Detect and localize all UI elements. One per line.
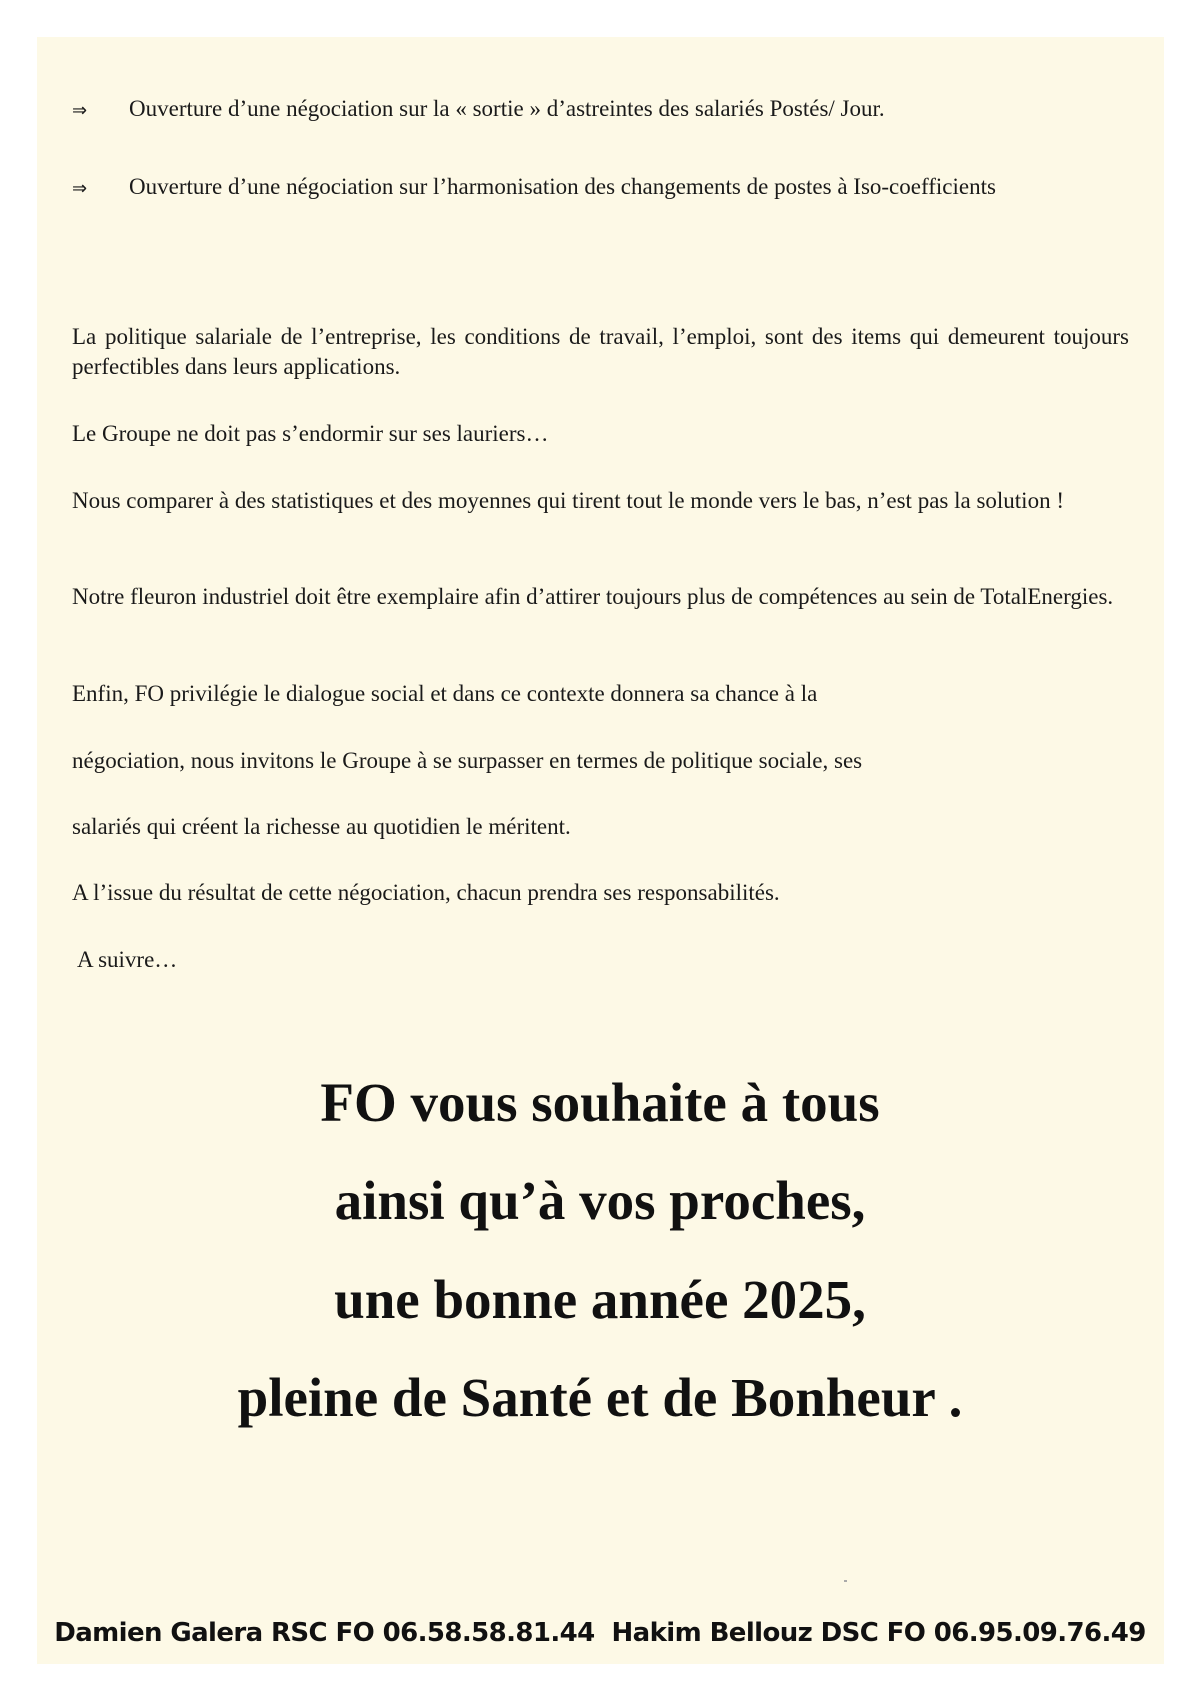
paragraph-responsibilities: A l’issue du résultat de cette négociation, chacun prendra ses responsabilités. [72, 880, 780, 905]
paragraph-dialogue-line1: Enfin, FO privilégie le dialogue social et dans ce contexte donnera sa chance à la [72, 681, 818, 706]
greeting-line-4: pleine de Santé et de Bonheur . [237, 1367, 963, 1428]
bullet-item: Ouverture d’une négociation sur l’harmonisation des changements de postes à Iso-coefficients [129, 174, 996, 199]
bullet-item: Ouverture d’une négociation sur la « sortie » d’astreintes des salariés Postés/ Jour. [129, 96, 885, 121]
double-arrow-icon: ⇒ [72, 100, 88, 121]
greeting-line-3: une bonne année 2025, [334, 1269, 866, 1330]
greeting-line-2: ainsi qu’à vos proches, [334, 1170, 866, 1231]
double-arrow-icon: ⇒ [72, 178, 88, 199]
paragraph-laurels: Le Groupe ne doit pas s’endormir sur ses lauriers… [72, 421, 549, 446]
contact-damien-galera: Damien Galera RSC FO 06.58.58.81.44 [54, 1618, 595, 1648]
contact-hakim-bellouz: Hakim Bellouz DSC FO 06.95.09.76.49 [611, 1618, 1146, 1648]
greeting-line-1: FO vous souhaite à tous [320, 1072, 880, 1133]
paragraph-dialogue-line2: négociation, nous invitons le Groupe à se surpasser en termes de politique sociale, ses [72, 748, 863, 773]
paragraph-policy: La politique salariale de l’entreprise, les conditions de travail, l’emploi, sont des items qui demeurent toujours perfectibles dans leurs applications. [72, 324, 1129, 379]
paragraph-statistics: Nous comparer à des statistiques et des moyennes qui tirent tout le monde vers le bas, n’est pas la solution ! [72, 488, 1064, 513]
paragraph-dialogue-line3: salariés qui créent la richesse au quotidien le méritent. [72, 814, 571, 839]
paragraph-to-follow: A suivre… [77, 947, 178, 972]
speck [844, 1580, 847, 1582]
paragraph-flagship: Notre fleuron industriel doit être exemplaire afin d’attirer toujours plus de compétences au sein de TotalEnergies. [72, 584, 1114, 609]
footer-contacts [0, 1616, 1200, 1650]
